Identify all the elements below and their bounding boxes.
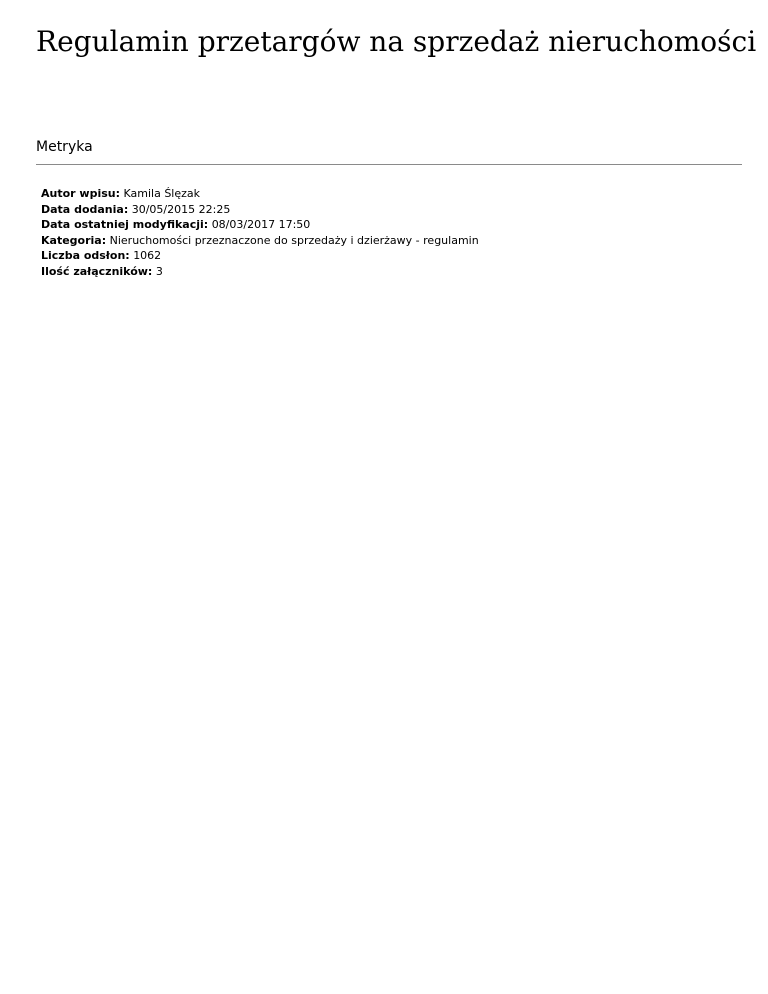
metadata-label: Autor wpisu: — [41, 187, 120, 200]
metadata-value: 30/05/2015 22:25 — [131, 202, 231, 216]
metadata-row-attachments — [41, 264, 479, 280]
metadata-row-date-added — [41, 202, 479, 218]
metadata-value: 08/03/2017 17:50 — [211, 218, 311, 231]
page-title: Regulamin przetargów na sprzedaż nieruchomości — [36, 25, 757, 58]
metadata-heading: Metryka — [36, 139, 93, 155]
metadata-row-author — [41, 186, 479, 202]
metadata-value: Nieruchomości przeznaczone do sprzedaży i dzierżawy - regulamin — [109, 233, 479, 247]
metadata-list — [41, 186, 479, 279]
metadata-row-date-modified — [41, 217, 479, 233]
metadata-label: Kategoria: — [41, 233, 107, 247]
metadata-label: Data ostatniej modyfikacji: — [41, 218, 209, 231]
metadata-label: Data dodania: — [41, 202, 129, 216]
metadata-label: Liczba odsłon: — [41, 249, 130, 262]
metadata-label: Ilość załączników: — [41, 264, 153, 278]
section-divider — [36, 164, 742, 165]
metadata-value: Kamila Ślęzak — [123, 187, 201, 200]
metadata-value: 3 — [155, 264, 163, 278]
metadata-row-views — [41, 248, 479, 264]
metadata-value: 1062 — [133, 249, 162, 262]
metadata-row-category — [41, 233, 479, 249]
